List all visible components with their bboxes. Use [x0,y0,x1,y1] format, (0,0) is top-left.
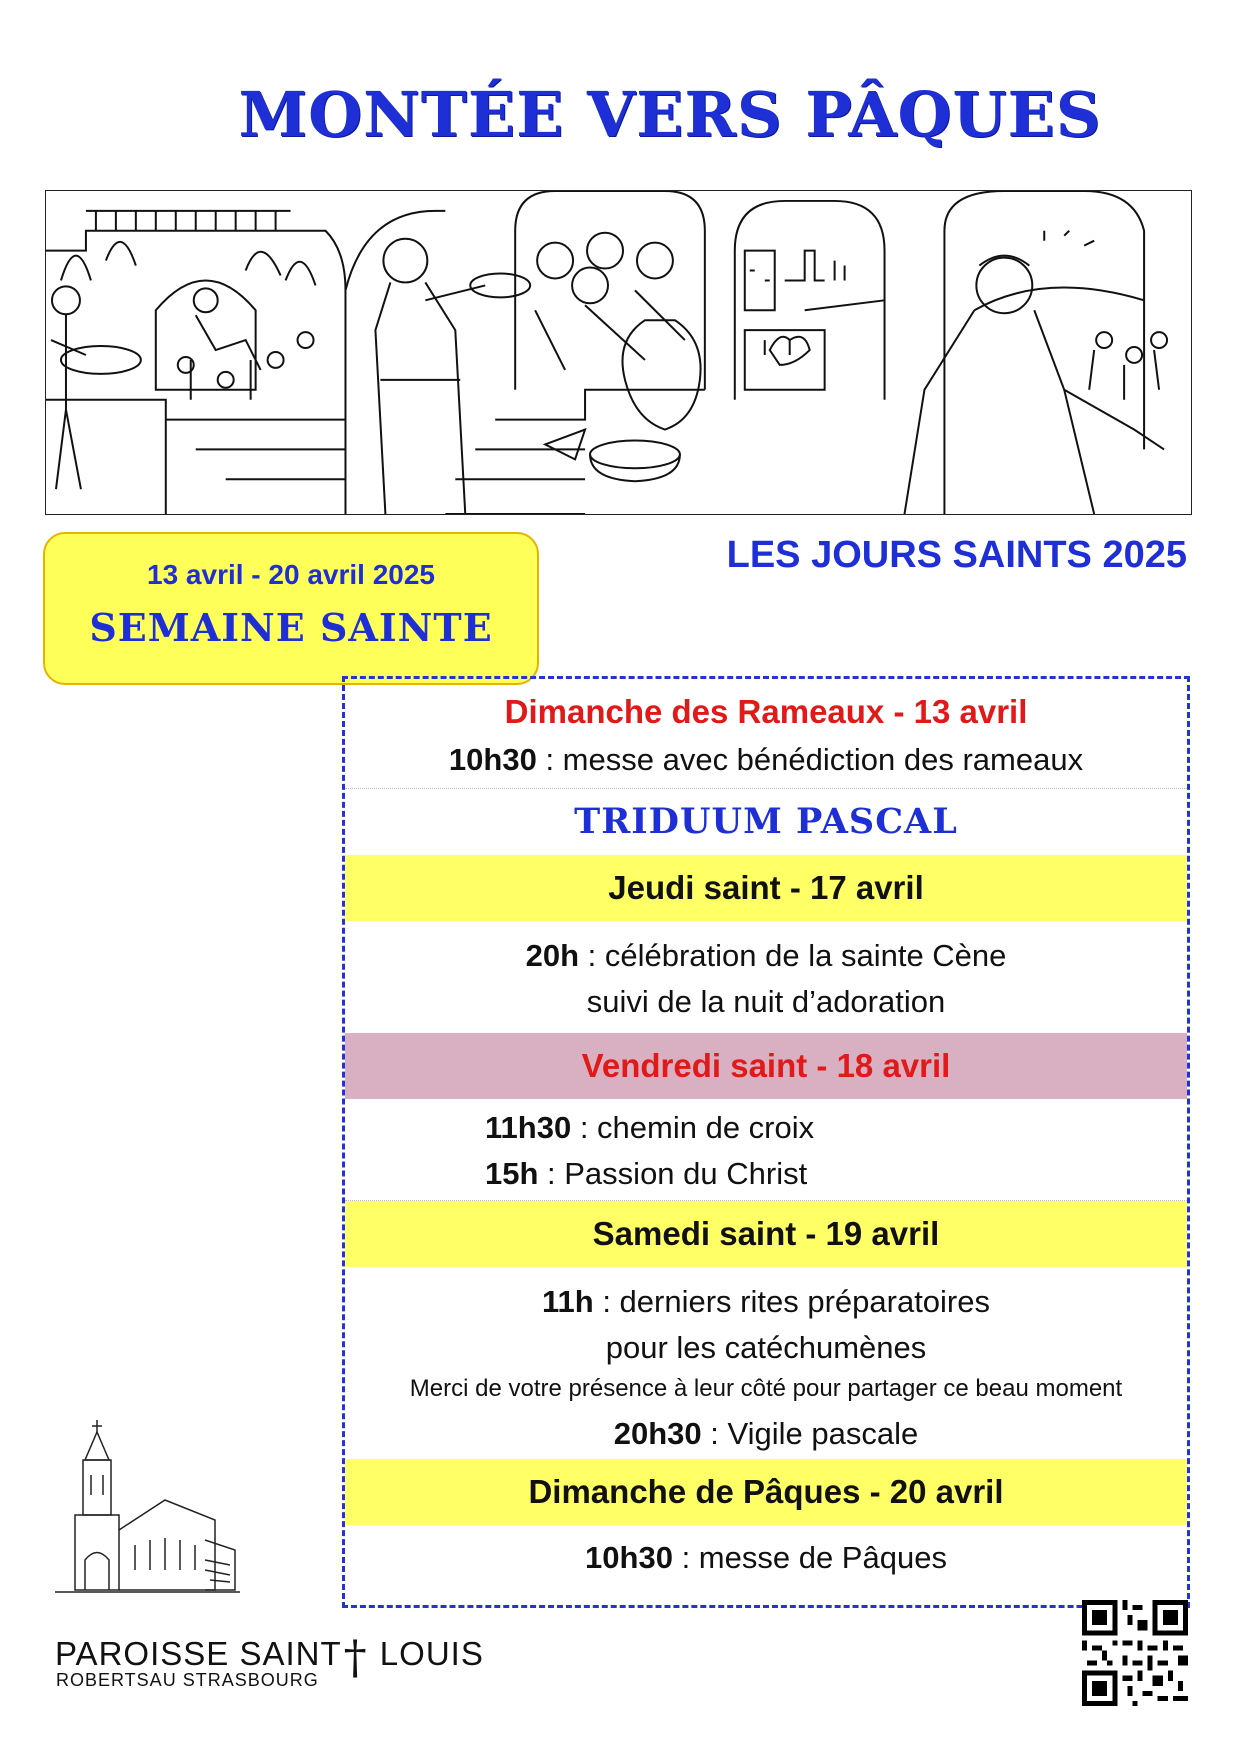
holy-saturday-time-2: 20h30 [613,1416,702,1451]
holy-saturday-desc-1: : derniers rites préparatoires [593,1284,990,1319]
easter-section [345,1525,1187,1605]
parish-city: ROBERTSAU STRASBOURG [56,1670,319,1690]
easter-desc: : messe de Pâques [672,1540,947,1575]
easter-title: Dimanche de Pâques - 20 avril [528,1473,1004,1510]
holy-saturday-header [345,1201,1187,1267]
palm-sunday-time: 10h30 [448,742,537,777]
holy-thursday-section [345,921,1187,1033]
good-friday-section [345,1099,1187,1201]
holy-thursday-desc: : célébration de la sainte Cène [579,938,1007,973]
holy-days-title: LES JOURS SAINTS 2025 [726,534,1187,576]
week-title: SEMAINE SAINTE [89,605,493,650]
qr-code[interactable] [1082,1600,1188,1706]
easter-header [345,1459,1187,1525]
holy-saturday-desc-2: : Vigile pascale [701,1416,919,1451]
holy-thursday-title: Jeudi saint - 17 avril [608,869,924,906]
good-friday-time-2: 15h [485,1156,539,1191]
holy-saturday-note: Merci de votre présence à leur côté pour partager ce beau moment [409,1375,1123,1402]
palm-sunday-mass [345,737,1187,783]
holy-saturday-time-1: 11h [542,1284,594,1319]
palm-sunday-desc: : messe avec bénédiction des rameaux [536,742,1084,777]
holy-saturday-section [345,1267,1187,1459]
page-title: MONTÉE VERS PÂQUES [238,78,1102,151]
holy-saturday-vigil [345,1411,1187,1457]
holy-thursday-header [345,855,1187,921]
parish-name-part1: PAROISSE SAINT [55,1635,342,1672]
cross-icon: † [343,1630,368,1684]
triduum-title: TRIDUUM PASCAL [574,801,958,842]
schedule-box [342,676,1190,1608]
good-friday-time-1: 11h30 [485,1110,572,1145]
holy-week-illustration [45,190,1192,515]
church-drawing [55,1420,240,1595]
holy-thursday-line1 [345,933,1187,979]
good-friday-item [485,1151,1187,1197]
palm-sunday-section [345,679,1187,789]
holy-week-box [43,532,539,685]
holy-saturday-title: Samedi saint - 19 avril [592,1215,940,1252]
parish-name-part2: LOUIS [369,1635,484,1672]
good-friday-header [345,1033,1187,1099]
holy-saturday-line1 [345,1279,1187,1325]
easter-time: 10h30 [585,1540,673,1575]
palm-sunday-title: Dimanche des Rameaux - 13 avril [504,693,1028,730]
holy-thursday-time: 20h [525,938,580,973]
good-friday-desc-2: : Passion du Christ [538,1156,808,1191]
good-friday-title: Vendredi saint - 18 avril [581,1047,951,1084]
holy-thursday-line2: suivi de la nuit d’adoration [586,984,946,1019]
week-dates: 13 avril - 20 avril 2025 [147,559,435,590]
easter-mass [345,1535,1187,1581]
triduum-section [345,789,1187,855]
holy-saturday-line2: pour les catéchumènes [605,1330,927,1365]
good-friday-item [485,1105,1187,1151]
good-friday-desc-1: : chemin de croix [571,1110,815,1145]
